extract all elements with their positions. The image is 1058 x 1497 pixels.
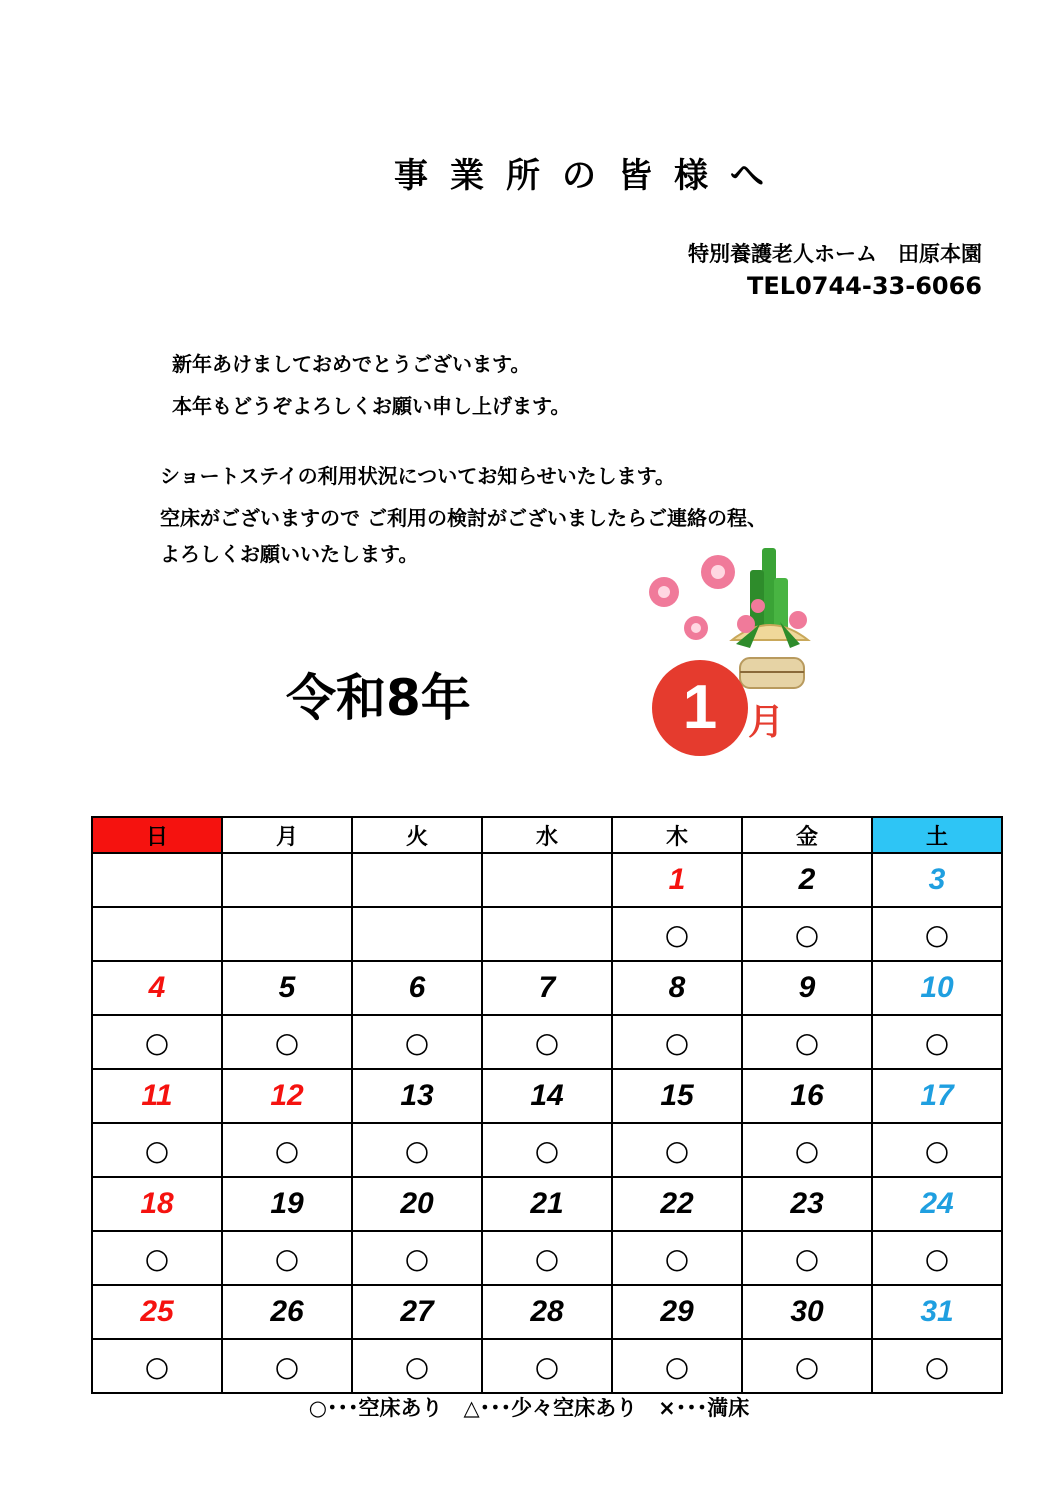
date-cell: 7 — [482, 961, 612, 1015]
date-row — [92, 961, 1002, 1015]
date-cell: 23 — [742, 1177, 872, 1231]
date-cell: 31 — [872, 1285, 1002, 1339]
date-cell: 14 — [482, 1069, 612, 1123]
date-row — [92, 1285, 1002, 1339]
date-cell: 12 — [222, 1069, 352, 1123]
availability-cell — [352, 907, 482, 961]
availability-cell: ○ — [222, 1015, 352, 1069]
availability-cell: ○ — [742, 1123, 872, 1177]
date-cell: 26 — [222, 1285, 352, 1339]
date-cell: 8 — [612, 961, 742, 1015]
availability-cell — [482, 907, 612, 961]
notice-line-3: よろしくお願いいたします。 — [160, 542, 419, 566]
date-cell: 9 — [742, 961, 872, 1015]
era-year: 令和8年 — [286, 669, 471, 727]
weekday-sat: 土 — [872, 817, 1002, 853]
weekday-fri: 金 — [742, 817, 872, 853]
plum-blossom-icon — [649, 555, 735, 640]
availability-cell: ○ — [482, 1231, 612, 1285]
date-row — [92, 1177, 1002, 1231]
availability-cell: ○ — [742, 1231, 872, 1285]
notice-line-1: ショートステイの利用状況についてお知らせいたします。 — [160, 464, 675, 488]
status-row — [92, 1231, 1002, 1285]
date-cell: 13 — [352, 1069, 482, 1123]
availability-cell — [92, 907, 222, 961]
legend: ○･･･空床あり △･･･少々空床あり ×･･･満床 — [308, 1396, 750, 1420]
date-cell: 27 — [352, 1285, 482, 1339]
availability-cell: ○ — [352, 1015, 482, 1069]
availability-cell: ○ — [612, 1015, 742, 1069]
weekday-wed: 水 — [482, 817, 612, 853]
availability-cell: ○ — [872, 1231, 1002, 1285]
availability-cell: ○ — [222, 1339, 352, 1393]
greeting-line-1: 新年あけましておめでとうございます。 — [172, 352, 531, 376]
date-cell: 28 — [482, 1285, 612, 1339]
date-row — [92, 853, 1002, 907]
availability-cell: ○ — [482, 1339, 612, 1393]
organization-name: 特別養護老人ホーム 田原本園 — [688, 242, 982, 266]
date-cell: 4 — [92, 961, 222, 1015]
status-row — [92, 1015, 1002, 1069]
date-cell — [222, 853, 352, 907]
date-cell: 17 — [872, 1069, 1002, 1123]
availability-cell: ○ — [742, 907, 872, 961]
date-cell: 18 — [92, 1177, 222, 1231]
availability-cell: ○ — [872, 907, 1002, 961]
availability-cell: ○ — [612, 907, 742, 961]
availability-cell: ○ — [872, 1123, 1002, 1177]
weekday-header-row — [92, 817, 1002, 853]
date-cell: 25 — [92, 1285, 222, 1339]
availability-cell: ○ — [222, 1231, 352, 1285]
availability-cell: ○ — [222, 1123, 352, 1177]
status-row — [92, 1339, 1002, 1393]
weekday-sun: 日 — [92, 817, 222, 853]
date-cell: 10 — [872, 961, 1002, 1015]
availability-cell: ○ — [352, 1231, 482, 1285]
notice-line-2: 空床がございますので ご利用の検討がございましたらご連絡の程、 — [160, 506, 767, 530]
availability-cell: ○ — [872, 1015, 1002, 1069]
greeting-line-2: 本年もどうぞよろしくお願い申し上げます。 — [172, 394, 571, 418]
date-cell: 15 — [612, 1069, 742, 1123]
availability-cell: ○ — [482, 1123, 612, 1177]
telephone-number: TEL0744-33-6066 — [747, 272, 982, 300]
status-row — [92, 1123, 1002, 1177]
date-cell: 29 — [612, 1285, 742, 1339]
weekday-thu: 木 — [612, 817, 742, 853]
weekday-tue: 火 — [352, 817, 482, 853]
availability-cell: ○ — [92, 1123, 222, 1177]
date-cell: 5 — [222, 961, 352, 1015]
availability-cell: ○ — [742, 1339, 872, 1393]
availability-cell: ○ — [612, 1339, 742, 1393]
availability-cell: ○ — [612, 1231, 742, 1285]
availability-cell: ○ — [352, 1339, 482, 1393]
availability-cell — [222, 907, 352, 961]
availability-cell: ○ — [872, 1339, 1002, 1393]
date-cell: 24 — [872, 1177, 1002, 1231]
date-cell: 21 — [482, 1177, 612, 1231]
weekday-mon: 月 — [222, 817, 352, 853]
month-label: 月 — [748, 702, 785, 743]
availability-cell: ○ — [92, 1015, 222, 1069]
date-cell: 6 — [352, 961, 482, 1015]
date-cell: 11 — [92, 1069, 222, 1123]
availability-cell: ○ — [482, 1015, 612, 1069]
date-cell: 1 — [612, 853, 742, 907]
date-cell: 22 — [612, 1177, 742, 1231]
availability-cell: ○ — [92, 1339, 222, 1393]
date-cell — [92, 853, 222, 907]
month-number: 1 — [682, 673, 718, 742]
date-cell: 30 — [742, 1285, 872, 1339]
availability-cell: ○ — [92, 1231, 222, 1285]
date-cell — [482, 853, 612, 907]
availability-cell: ○ — [612, 1123, 742, 1177]
availability-cell: ○ — [352, 1123, 482, 1177]
date-cell — [352, 853, 482, 907]
date-cell: 16 — [742, 1069, 872, 1123]
availability-cell: ○ — [742, 1015, 872, 1069]
page-title: 事業所の皆様へ — [394, 156, 786, 196]
date-cell: 3 — [872, 853, 1002, 907]
availability-calendar — [91, 816, 1003, 1394]
status-row — [92, 907, 1002, 961]
date-cell: 2 — [742, 853, 872, 907]
date-cell: 19 — [222, 1177, 352, 1231]
date-cell: 20 — [352, 1177, 482, 1231]
date-row — [92, 1069, 1002, 1123]
